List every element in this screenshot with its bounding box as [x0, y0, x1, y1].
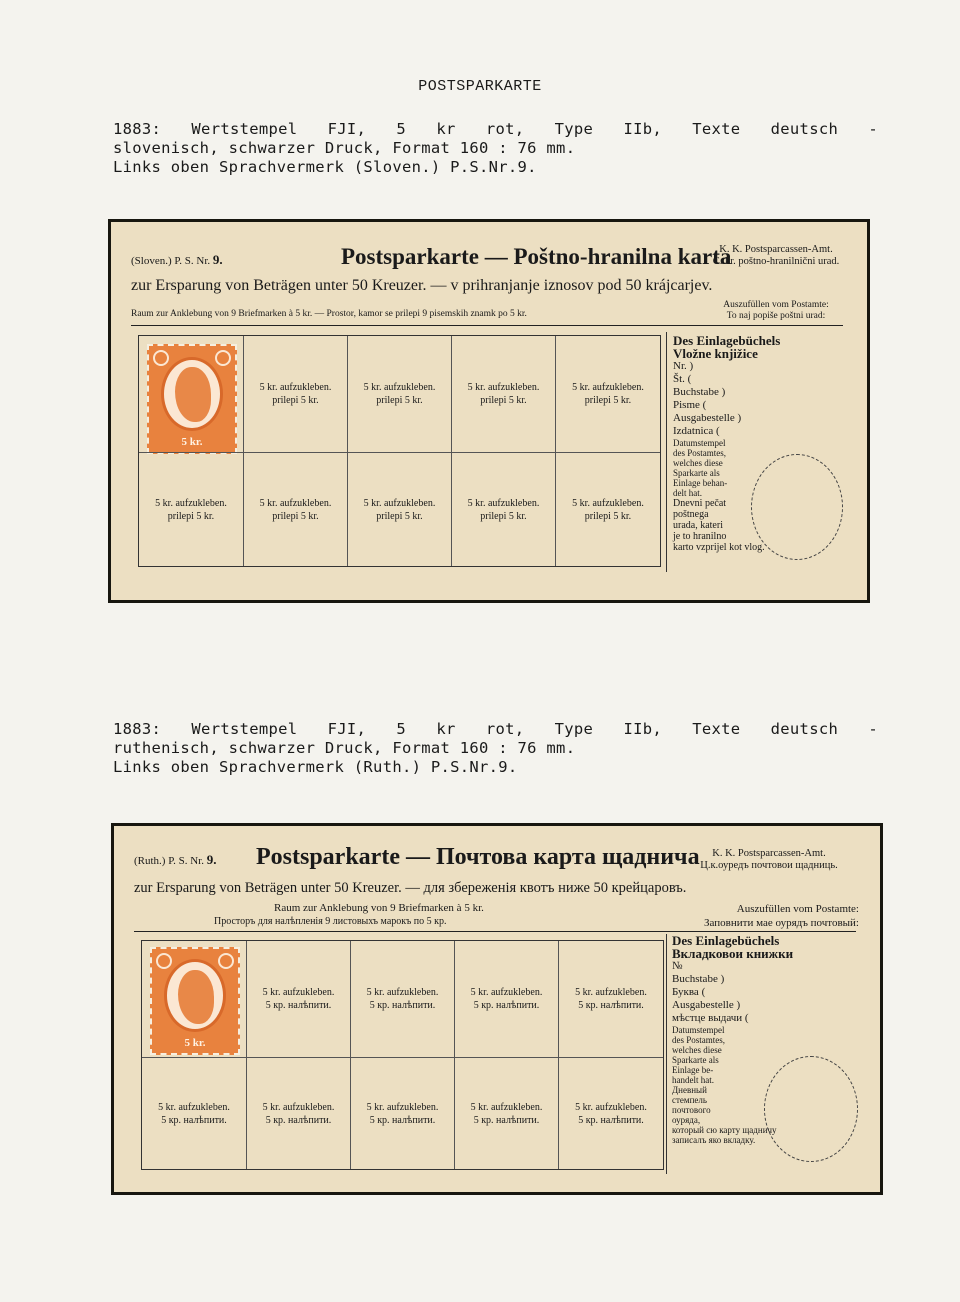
stamp-value: 5 kr.	[184, 1036, 206, 1049]
stamp-cell: 5 kr. aufzukleben. prilepi 5 kr.	[348, 336, 452, 453]
stamp-cell: 5 kr. aufzukleben. prilepi 5 kr.	[556, 336, 660, 453]
header-rule	[134, 931, 856, 932]
desc-line-2: slovenisch, schwarzer Druck, Format 160 : 76 mm.	[113, 139, 576, 157]
desc-line-3: Links oben Sprachvermerk (Sloven.) P.S.Nr.9.	[113, 158, 537, 176]
desc-line-1: 1883: Wertstempel FJI, 5 kr rot, Type IIb, Texte deutsch -	[113, 120, 878, 138]
postcard-1	[111, 222, 867, 600]
postmark-circle	[764, 1056, 858, 1162]
stamp-space-note: Raum zur Anklebung von 9 Briefmarken à 5 kr.	[274, 902, 484, 914]
stamp-cell: 5 kr. aufzukleben. prilepi 5 kr.	[244, 453, 348, 566]
stamp-grid	[141, 940, 664, 1170]
office-fill-note: Auszufüllen vom Postamte: To naj popiše poštni urad:	[723, 300, 829, 321]
stamp-cell: 5 kr. aufzukleben. 5 кр. налѣпити.	[247, 1058, 351, 1169]
card-subtitle: zur Ersparung von Beträgen unter 50 Kreuzer. — v prihranjanje iznosov pod 50 krájcarjev.	[131, 277, 713, 294]
stamp-cell: 5 kr. aufzukleben. prilepi 5 kr.	[348, 453, 452, 566]
office-fields: Des Einlagebüchels Вкладковои книжки № Buchstabe ) Буква ( Ausgabestelle ) мѣстце выдачи ( Datumstempel des Postamtes, welches diese Sparkarte als Einlage be- handelt hat. Дневный стемпель почтового оуряда, который сю карту щадничу записалъ яко вкладку.	[672, 933, 794, 1145]
card-subtitle: zur Ersparung von Beträgen unter 50 Kreuzer. — для збереженія квотъ ниже 50 крейцаровъ.	[134, 880, 687, 896]
office-fields: Des Einlagebüchels Vložne knjižice Nr. ) Št. ( Buchstabe ) Pisme ( Ausgabestelle ) Izdatnica ( Datumstempel des Postamtes, welches diese Sparkarte als Einlage behan- delt hat. Dnevni pečat poštnega urada, kateri je to hranilno karto vzprijel kot vlog.	[673, 333, 781, 553]
language-mark: (Sloven.) P. S. Nr. 9.	[131, 252, 223, 267]
card-title: Postsparkarte — Почтова карта щаднича	[256, 844, 700, 870]
stamp-cell: 5 kr. aufzukleben. 5 кр. налѣпити.	[142, 1058, 247, 1169]
postmark-circle	[751, 454, 843, 560]
header-rule	[131, 325, 843, 326]
postcard-mount-2	[111, 823, 883, 1195]
stamp-cell: 5 kr. aufzukleben. prilepi 5 kr.	[139, 453, 244, 566]
stamp-cell: 5 kr. aufzukleben. prilepi 5 kr.	[572, 497, 644, 522]
side-divider	[666, 934, 667, 1174]
postcard-mount-1	[108, 219, 870, 603]
desc-line-3: Links oben Sprachvermerk (Ruth.) P.S.Nr.9.	[113, 758, 518, 776]
stamp-cell: 5 kr. aufzukleben. 5 кр. налѣпити.	[455, 1058, 559, 1169]
office-fill-note: Auszufüllen vom Postamte: Заповнити мае оурядъ почтовый:	[704, 903, 859, 929]
card-title: Postsparkarte — Poštno-hranilna karta	[341, 244, 732, 269]
stamp-value: 5 kr.	[181, 435, 203, 448]
stamp-cell: 5 kr. aufzukleben. prilepi 5 kr.	[452, 453, 556, 566]
language-mark: (Ruth.) P. S. Nr. 9.	[134, 852, 217, 867]
desc-line-2: ruthenisch, schwarzer Druck, Format 160 : 76 mm.	[113, 739, 576, 757]
stamp-cell: 5 kr. aufzukleben. 5 кр. налѣпити.	[247, 941, 351, 1058]
postcard-2	[114, 826, 880, 1192]
side-divider	[666, 332, 667, 572]
issuer-office: K. K. Postsparcassen-Amt. Ц.к.оуредъ почтовои щадниць.	[700, 848, 838, 871]
stamp-cell: 5 kr. aufzukleben. 5 кр. налѣпити.	[455, 941, 559, 1058]
stamp-cell: 5 kr. aufzukleben. prilepi 5 kr.	[244, 336, 348, 453]
stamp-cell: 5 kr. aufzukleben. 5 кр. налѣпити.	[575, 1101, 647, 1126]
stamp-grid	[138, 335, 661, 567]
entry-1-description	[113, 120, 878, 177]
stamp-space-note-ruthenian: Просторъ для налѣпленія 9 листовыхъ марокъ по 5 кр.	[214, 916, 447, 927]
stamp-cell: 5 kr. aufzukleben. 5 кр. налѣпити.	[351, 1058, 455, 1169]
desc-line-1: 1883: Wertstempel FJI, 5 kr rot, Type IIb, Texte deutsch -	[113, 720, 878, 738]
page-title: POSTSPARKARTE	[418, 78, 542, 95]
stamp-cell: 5 kr. aufzukleben. prilepi 5 kr.	[452, 336, 556, 453]
stamp-space-note: Raum zur Anklebung von 9 Briefmarken à 5 kr. — Prostor, kamor se prilepi 9 pisemskih znamk po 5 kr.	[131, 309, 527, 319]
stamp-cell: 5 kr. aufzukleben. 5 кр. налѣпити.	[559, 941, 663, 1058]
stamp-cell: 5 kr. aufzukleben. 5 кр. налѣпити.	[351, 941, 455, 1058]
issuer-office: K. K. Postsparcassen-Amt. C. kr. poštno-hranilnični urad.	[712, 244, 840, 267]
entry-2-description	[113, 720, 878, 777]
